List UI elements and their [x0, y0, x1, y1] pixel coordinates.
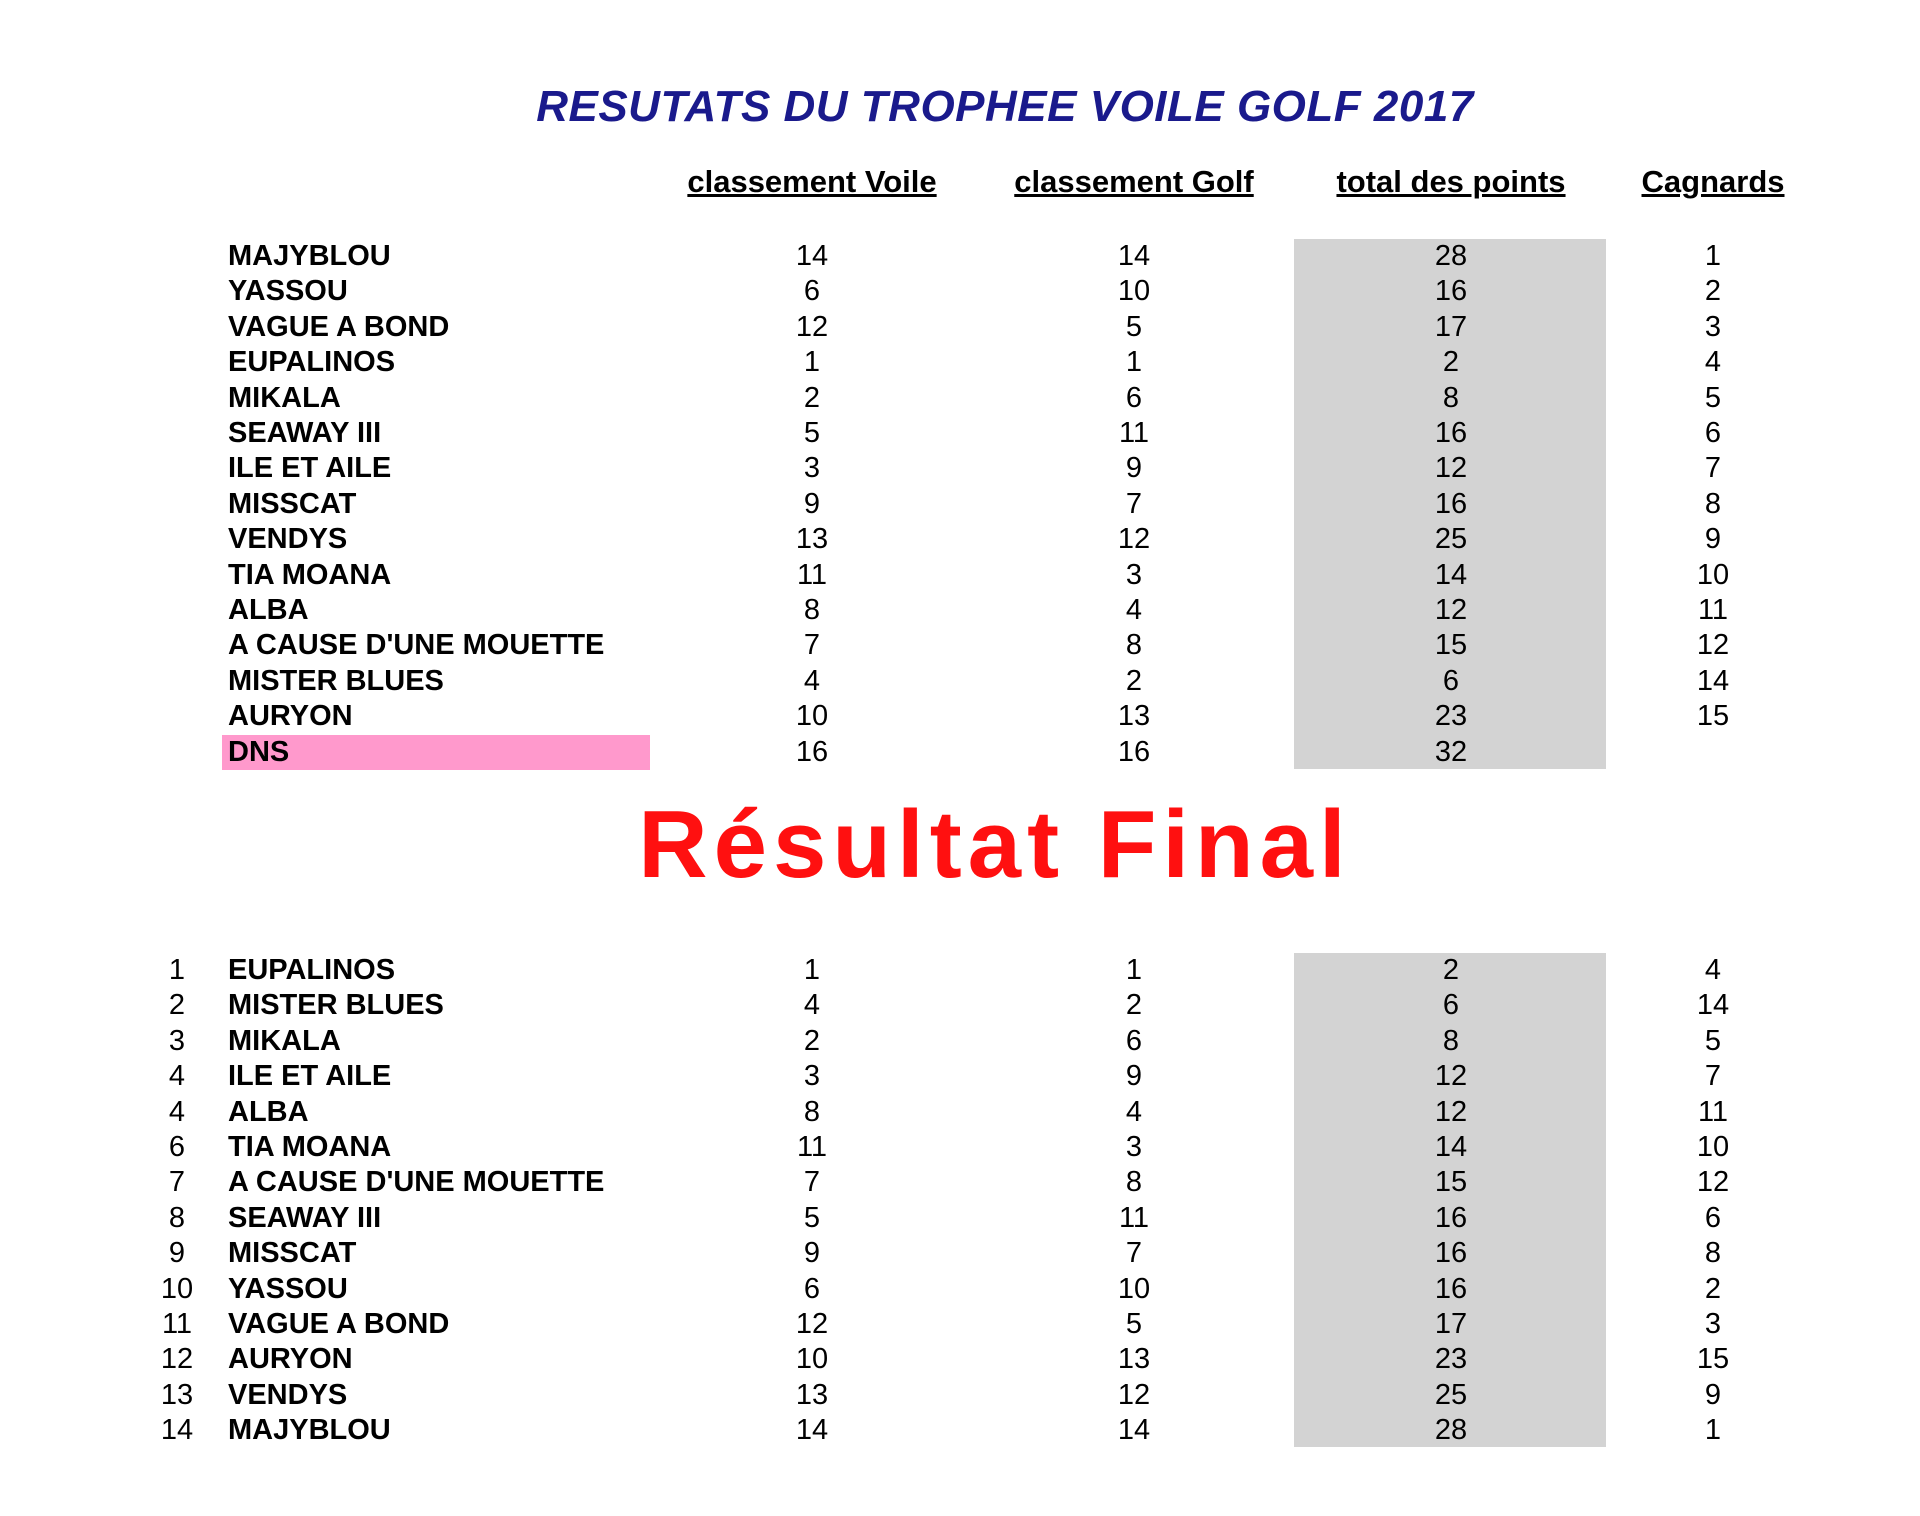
golf-cell: 6	[1125, 381, 1143, 414]
voile-cell: 8	[803, 594, 821, 626]
boat-name-cell: MAJYBLOU	[228, 1414, 391, 1447]
total-cell: 15	[1434, 1166, 1468, 1199]
cagnards-cell: 14	[1696, 664, 1730, 697]
total-cell: 8	[1442, 381, 1460, 414]
cagnards-cell: 2	[1704, 275, 1722, 308]
total-cell: 16	[1434, 1237, 1468, 1270]
cagnards-cell: 11	[1697, 594, 1729, 626]
golf-cell: 8	[1125, 1166, 1143, 1199]
page-title: RESUTATS DU TROPHEE VOILE GOLF 2017	[536, 82, 1474, 131]
golf-cell: 16	[1117, 735, 1151, 768]
boat-name-cell: EUPALINOS	[228, 346, 396, 379]
boat-name-cell: VAGUE A BOND	[228, 1308, 450, 1340]
voile-cell: 4	[803, 664, 821, 697]
table-row	[0, 1130, 1920, 1165]
table-row	[0, 1413, 1920, 1448]
total-cell: 14	[1434, 558, 1468, 591]
rank-cell: 12	[160, 1343, 194, 1376]
golf-cell: 6	[1125, 1024, 1143, 1057]
golf-cell: 12	[1117, 1378, 1151, 1411]
boat-name-cell: MISSCAT	[228, 487, 357, 520]
cagnards-cell: 4	[1704, 954, 1722, 986]
voile-cell: 8	[803, 1095, 821, 1128]
voile-cell: 14	[795, 1414, 829, 1447]
voile-cell: 5	[803, 417, 821, 449]
total-cell: 25	[1434, 1378, 1468, 1411]
table-row	[0, 1272, 1920, 1307]
rank-cell: 13	[160, 1378, 194, 1411]
boat-name-cell: VENDYS	[228, 523, 348, 556]
total-cell: 17	[1434, 1308, 1468, 1340]
boat-name-cell: MISTER BLUES	[228, 664, 444, 697]
table-row	[0, 1307, 1920, 1342]
golf-cell: 4	[1125, 594, 1143, 626]
rank-cell: 11	[161, 1308, 193, 1340]
golf-cell: 9	[1125, 452, 1143, 485]
cagnards-cell: 15	[1696, 700, 1730, 733]
table-row	[0, 487, 1920, 522]
table-row	[0, 451, 1920, 486]
total-cell: 28	[1434, 1414, 1468, 1447]
boat-name-cell: A CAUSE D'UNE MOUETTE	[228, 629, 605, 662]
table-row	[0, 310, 1920, 345]
voile-cell: 4	[803, 989, 821, 1022]
voile-cell: 3	[803, 452, 821, 485]
total-cell: 16	[1434, 1272, 1468, 1305]
voile-cell: 7	[803, 1166, 821, 1199]
cagnards-cell: 1	[1704, 240, 1722, 272]
golf-cell: 5	[1125, 1308, 1143, 1340]
table-row	[0, 1236, 1920, 1271]
golf-cell: 12	[1117, 523, 1151, 556]
table-row	[0, 988, 1920, 1023]
golf-cell: 13	[1117, 700, 1151, 733]
golf-cell: 8	[1125, 629, 1143, 662]
cagnards-cell: 12	[1696, 629, 1730, 662]
rank-cell: 4	[168, 1060, 186, 1093]
table-row	[0, 1342, 1920, 1377]
rank-cell: 6	[168, 1131, 186, 1163]
cagnards-cell: 4	[1704, 346, 1722, 379]
total-cell: 25	[1434, 523, 1468, 556]
cagnards-cell: 5	[1704, 1024, 1722, 1057]
total-cell: 28	[1434, 240, 1468, 272]
voile-cell: 1	[803, 954, 821, 986]
header-classement-voile: classement Voile	[687, 164, 937, 199]
cagnards-cell: 7	[1704, 452, 1722, 485]
header-total-des-points: total des points	[1336, 164, 1566, 199]
boat-name-cell: TIA MOANA	[228, 558, 392, 591]
voile-cell: 6	[803, 275, 821, 308]
table-row	[0, 416, 1920, 451]
voile-cell: 9	[803, 1237, 821, 1270]
golf-cell: 1	[1125, 954, 1143, 986]
voile-cell: 6	[803, 1272, 821, 1305]
voile-cell: 2	[803, 381, 821, 414]
golf-cell: 7	[1125, 1237, 1143, 1270]
table-row	[0, 274, 1920, 309]
voile-cell: 16	[795, 735, 829, 768]
table-row	[0, 1095, 1920, 1130]
total-cell: 12	[1434, 452, 1468, 485]
total-cell: 12	[1434, 594, 1468, 626]
boat-name-cell: SEAWAY III	[228, 417, 382, 449]
table-row	[0, 1378, 1920, 1413]
voile-cell: 3	[803, 1060, 821, 1093]
cagnards-cell: 8	[1704, 1237, 1722, 1270]
table-row	[0, 664, 1920, 699]
cagnards-cell: 9	[1704, 1378, 1722, 1411]
golf-cell: 10	[1117, 1272, 1151, 1305]
cagnards-cell: 14	[1696, 989, 1730, 1022]
rank-cell: 9	[168, 1237, 186, 1270]
voile-cell: 7	[803, 629, 821, 662]
table-row	[0, 345, 1920, 380]
cagnards-cell: 10	[1696, 1131, 1730, 1163]
boat-name-cell: MIKALA	[228, 1024, 341, 1057]
table-row	[0, 628, 1920, 663]
voile-cell: 1	[803, 346, 821, 379]
golf-cell: 7	[1125, 487, 1143, 520]
rank-cell: 4	[168, 1095, 186, 1128]
cagnards-cell: 1	[1704, 1414, 1722, 1447]
golf-cell: 3	[1125, 558, 1143, 591]
boat-name-cell: SEAWAY III	[228, 1201, 382, 1234]
total-cell: 32	[1434, 735, 1468, 768]
table-row	[0, 735, 1920, 770]
total-cell: 16	[1434, 275, 1468, 308]
voile-cell: 11	[796, 558, 828, 591]
table-row	[0, 558, 1920, 593]
table-row	[0, 1201, 1920, 1236]
cagnards-cell: 10	[1696, 558, 1730, 591]
boat-name-cell: A CAUSE D'UNE MOUETTE	[228, 1166, 605, 1199]
table-row	[0, 593, 1920, 628]
total-cell: 23	[1434, 1343, 1468, 1376]
voile-cell: 5	[803, 1201, 821, 1234]
rank-cell: 8	[168, 1201, 186, 1234]
boat-name-cell: ALBA	[228, 1095, 309, 1128]
total-cell: 15	[1434, 629, 1468, 662]
rank-cell: 3	[168, 1024, 186, 1057]
rank-cell: 10	[160, 1272, 194, 1305]
table-row	[0, 522, 1920, 557]
golf-cell: 3	[1125, 1131, 1143, 1163]
header-classement-golf: classement Golf	[1014, 164, 1254, 199]
cagnards-cell: 11	[1697, 1095, 1729, 1128]
boat-name-cell: EUPALINOS	[228, 954, 396, 986]
total-cell: 16	[1434, 417, 1468, 449]
cagnards-cell: 2	[1704, 1272, 1722, 1305]
cagnards-cell: 9	[1704, 523, 1722, 556]
cagnards-cell: 3	[1704, 1308, 1722, 1340]
golf-cell: 5	[1125, 310, 1143, 343]
voile-cell: 2	[803, 1024, 821, 1057]
golf-cell: 11	[1118, 1201, 1150, 1234]
total-cell: 2	[1442, 954, 1460, 986]
cagnards-cell: 12	[1696, 1166, 1730, 1199]
golf-cell: 2	[1125, 664, 1143, 697]
golf-cell: 14	[1117, 1414, 1151, 1447]
boat-name-cell: ILE ET AILE	[228, 452, 392, 485]
total-cell: 12	[1434, 1060, 1468, 1093]
golf-cell: 14	[1117, 240, 1151, 272]
total-cell: 2	[1442, 346, 1460, 379]
cagnards-cell: 7	[1704, 1060, 1722, 1093]
total-cell: 6	[1442, 664, 1460, 697]
cagnards-cell: 3	[1704, 310, 1722, 343]
boat-name-cell: MAJYBLOU	[228, 240, 391, 272]
boat-name-cell: YASSOU	[228, 1272, 348, 1305]
boat-name-cell: ILE ET AILE	[228, 1060, 392, 1093]
boat-name-cell: DNS	[222, 735, 650, 770]
total-cell: 12	[1434, 1095, 1468, 1128]
table-row	[0, 1059, 1920, 1094]
boat-name-cell: MIKALA	[228, 381, 341, 414]
table-row	[0, 699, 1920, 734]
total-cell: 17	[1434, 310, 1468, 343]
table-row	[0, 239, 1920, 274]
rank-cell: 14	[160, 1414, 194, 1447]
voile-cell: 13	[795, 1378, 829, 1411]
table-row	[0, 381, 1920, 416]
boat-name-cell: VENDYS	[228, 1378, 348, 1411]
total-cell: 16	[1434, 1201, 1468, 1234]
cagnards-cell: 8	[1704, 487, 1722, 520]
table-row	[0, 953, 1920, 988]
total-cell: 8	[1442, 1024, 1460, 1057]
golf-cell: 13	[1117, 1343, 1151, 1376]
voile-cell: 13	[795, 523, 829, 556]
final-heading: Résultat Final	[638, 791, 1352, 898]
voile-cell: 10	[795, 1343, 829, 1376]
boat-name-cell: MISTER BLUES	[228, 989, 444, 1022]
voile-cell: 9	[803, 487, 821, 520]
cagnards-cell: 5	[1704, 381, 1722, 414]
voile-cell: 12	[795, 310, 829, 343]
boat-name-cell: TIA MOANA	[228, 1131, 392, 1163]
header-cagnards: Cagnards	[1641, 164, 1785, 199]
total-cell: 23	[1434, 700, 1468, 733]
golf-cell: 4	[1125, 1095, 1143, 1128]
boat-name-cell: ALBA	[228, 594, 309, 626]
golf-cell: 10	[1117, 275, 1151, 308]
rank-cell: 7	[168, 1166, 186, 1199]
boat-name-cell: AURYON	[228, 1343, 353, 1376]
voile-cell: 14	[795, 240, 829, 272]
table-row	[0, 1024, 1920, 1059]
rank-cell: 2	[168, 989, 186, 1022]
rank-cell: 1	[168, 954, 186, 986]
golf-cell: 2	[1125, 989, 1143, 1022]
boat-name-cell: VAGUE A BOND	[228, 310, 450, 343]
boat-name-cell: MISSCAT	[228, 1237, 357, 1270]
voile-cell: 11	[796, 1131, 828, 1163]
boat-name-cell: AURYON	[228, 700, 353, 733]
golf-cell: 1	[1125, 346, 1143, 379]
cagnards-cell: 6	[1704, 1201, 1722, 1234]
cagnards-cell: 15	[1696, 1343, 1730, 1376]
total-cell: 6	[1442, 989, 1460, 1022]
table-row	[0, 1165, 1920, 1200]
total-cell: 16	[1434, 487, 1468, 520]
voile-cell: 10	[795, 700, 829, 733]
boat-name-cell: YASSOU	[228, 275, 348, 308]
total-cell: 14	[1434, 1131, 1468, 1163]
golf-cell: 11	[1118, 417, 1150, 449]
cagnards-cell: 6	[1704, 417, 1722, 449]
voile-cell: 12	[795, 1308, 829, 1340]
golf-cell: 9	[1125, 1060, 1143, 1093]
